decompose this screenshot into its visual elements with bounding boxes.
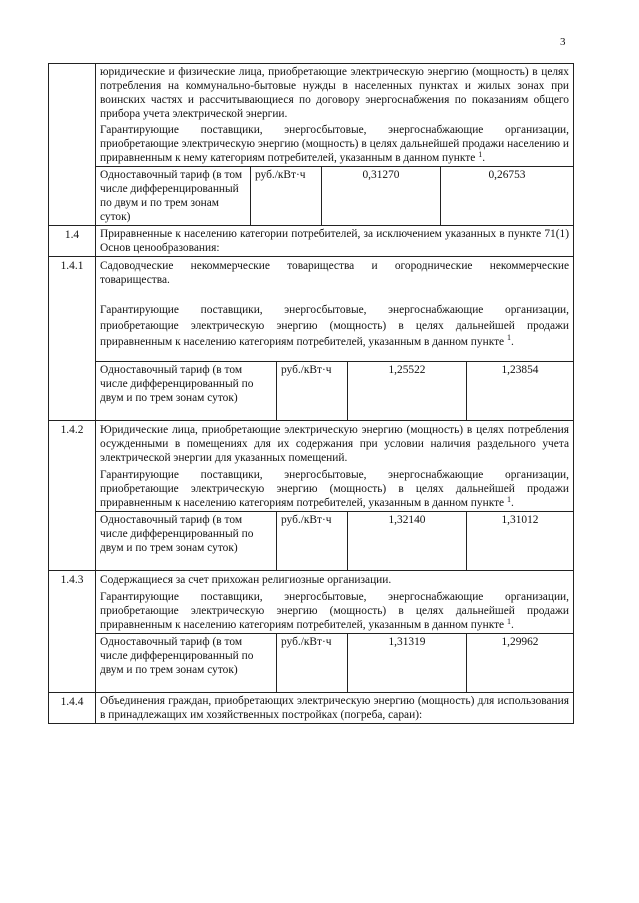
table-row <box>49 693 574 724</box>
tariff-value-2: 1,23854 <box>467 362 574 421</box>
tariff-unit: руб./кВт·ч <box>277 634 348 693</box>
row-text: Содержащиеся за счет прихожан религиозные организации. <box>100 574 392 586</box>
tariff-label: Одноставочный тариф (в том числе дифференцированный по двум и по трем зонам суток) <box>96 167 251 226</box>
tariff-value-2: 1,31012 <box>467 512 574 571</box>
row-text: Юридические лица, приобретающие электрическую энергию (мощность) в целях потребления осужденными в помещениях для их содержания при условии наличия раздельного учета электрической энергии для указанных помещений. <box>100 424 569 464</box>
row-text: Приравненные к населению категории потребителей, за исключением указанных в пункте 71(1) Основ ценообразования: <box>96 226 574 257</box>
tariff-subtable <box>96 633 573 692</box>
page-number: 3 <box>560 36 566 48</box>
tariff-unit: руб./кВт·ч <box>251 167 322 226</box>
tariff-value-1: 0,31270 <box>322 167 441 226</box>
tariff-subtable <box>96 511 573 570</box>
tariff-label: Одноставочный тариф (в том числе дифференцированный по двум и по трем зонам суток) <box>96 634 277 693</box>
tariff-unit: руб./кВт·ч <box>277 362 348 421</box>
row-text-secondary: Гарантирующие поставщики, энергосбытовые, энергоснабжающие организации, приобретающие электрическую энергию (мощность) в целях дальнейшей продажи приравненным к населению категориям потребителей, указанным в данном пункте $^1$. <box>100 304 569 348</box>
row-text-secondary: Гарантирующие поставщики, энергосбытовые, энергоснабжающие организации, приобретающие электрическую энергию (мощность) в целях дальнейшей продажи приравненным к населению категориям потребителей, указанным в данном пункте $^1$. <box>100 469 569 509</box>
table-row <box>49 257 574 421</box>
tariff-subtable <box>96 166 573 225</box>
tariff-label: Одноставочный тариф (в том числе дифференцированный по двум и по трем зонам суток) <box>96 512 277 571</box>
tariff-value-1: 1,25522 <box>348 362 467 421</box>
tariff-unit: руб./кВт·ч <box>277 512 348 571</box>
tariff-table <box>48 63 574 724</box>
row-number: 1.4.3 <box>49 571 96 693</box>
row-text: Объединения граждан, приобретающих электрическую энергию (мощность) для использования в принадлежащих им хозяйственных постройках (погреба, сараи): <box>96 693 574 724</box>
tariff-value-1: 1,32140 <box>348 512 467 571</box>
row-number: 1.4 <box>49 226 96 257</box>
row-number: 1.4.2 <box>49 421 96 571</box>
table-row <box>49 64 574 226</box>
tariff-subtable <box>96 361 573 420</box>
row-text-secondary: Гарантирующие поставщики, энергосбытовые, энергоснабжающие организации, приобретающие электрическую энергию (мощность) в целях дальнейшей продажи населению и приравненным к нему категориям потребителей, указанным в данном пункте $^1$. <box>100 124 569 164</box>
tariff-value-2: 1,29962 <box>467 634 574 693</box>
row-number <box>49 64 96 226</box>
row-number: 1.4.1 <box>49 257 96 421</box>
table-row <box>49 226 574 257</box>
tariff-value-1: 1,31319 <box>348 634 467 693</box>
row-text-secondary: Гарантирующие поставщики, энергосбытовые, энергоснабжающие организации, приобретающие электрическую энергию (мощность) в целях дальнейшей продажи приравненным к населению категориям потребителей, указанным в данном пункте $^1$. <box>100 591 569 631</box>
tariff-value-2: 0,26753 <box>441 167 574 226</box>
table-row <box>49 421 574 571</box>
row-text: юридические и физические лица, приобретающие электрическую энергию (мощность) в целях потребления на коммунально-бытовые нужды в населенных пунктах и жилых зонах при воинских частях и рассчитывающиеся по договору энергоснабжения по показаниям общего прибора учета электрической энергии. <box>100 66 569 120</box>
row-text: Садоводческие некоммерческие товарищества и огороднические некоммерческие товарищества. <box>100 260 569 286</box>
row-number: 1.4.4 <box>49 693 96 724</box>
table-row <box>49 571 574 693</box>
tariff-label: Одноставочный тариф (в том числе дифференцированный по двум и по трем зонам суток) <box>96 362 277 421</box>
